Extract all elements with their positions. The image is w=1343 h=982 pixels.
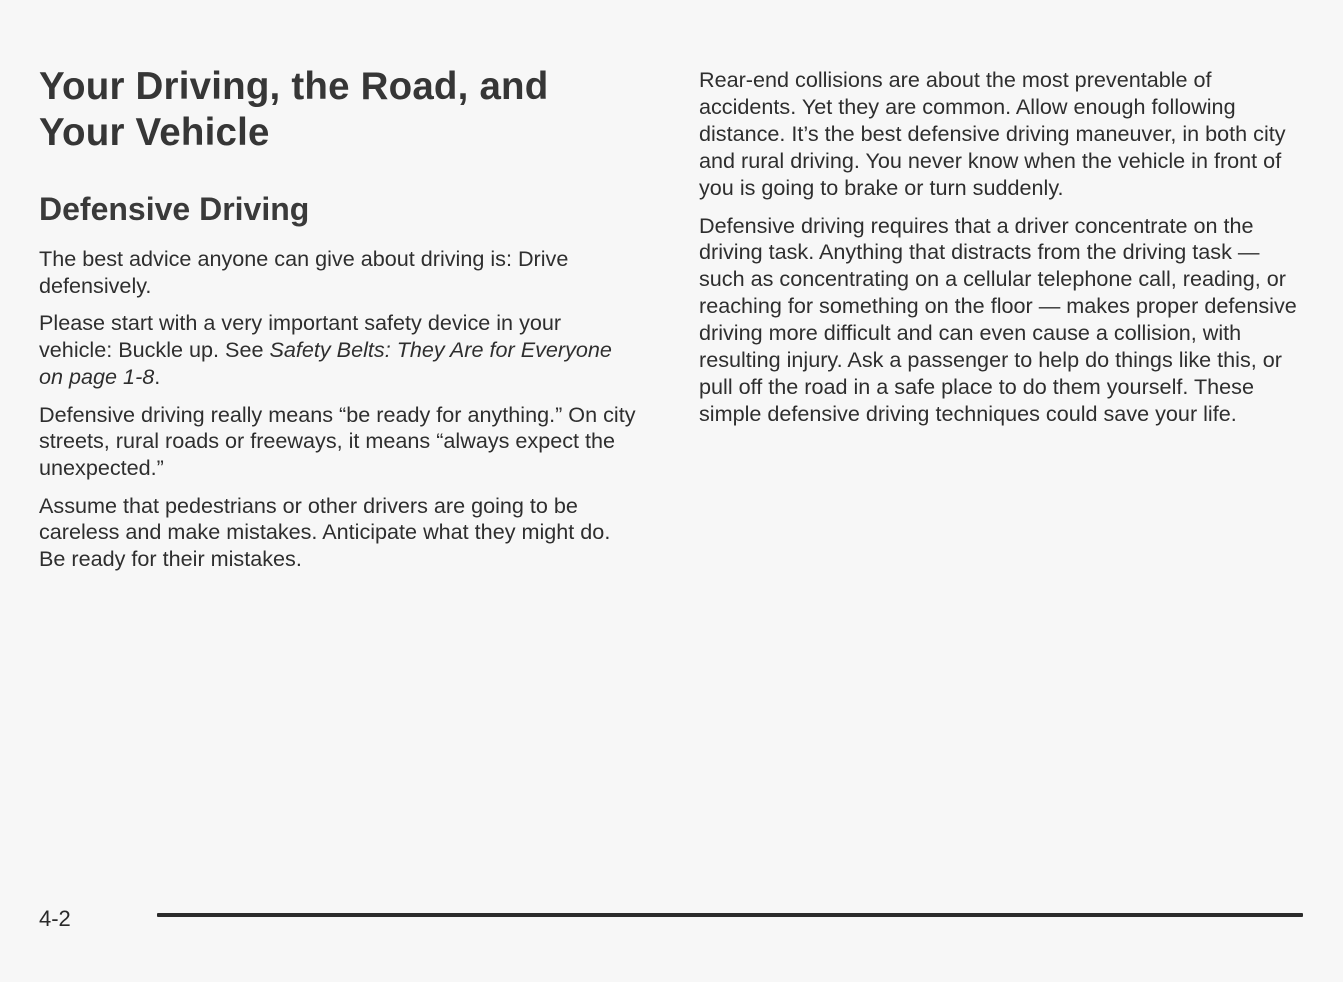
paragraph-buckle-up-end: . (154, 363, 161, 389)
paragraph-buckle-up (39, 310, 639, 390)
page-number: 4-2 (39, 906, 71, 931)
right-body (699, 67, 1305, 439)
footer-rule (157, 913, 1303, 917)
section-title: Defensive Driving (39, 191, 310, 227)
chapter-title-line2: Your Vehicle (39, 111, 270, 154)
chapter-title (39, 64, 659, 156)
paragraph-pedestrians: Assume that pedestrians or other drivers are going to be careless and make mistakes. Anticipate what they might do. Be ready for their mistakes. (39, 492, 611, 572)
paragraph-concentrate: Defensive driving requires that a driver concentrate on the driving task. Anything that distracts from the driving task — such as concentrating on a cellular telephone call, reading, or reaching for something on the floor — makes proper defensive driving more difficult and can even cause a collision, with resulting injury. Ask a passenger to help do things like this, or pull off the road in a safe place to do them yourself. These simple defensive driving techniques could save your life. (699, 212, 1297, 426)
safety-belts-reference[interactable]: Safety Belts: They Are for Everyone on page 1-8 (39, 337, 612, 389)
paragraph-buckle-up-text: Please start with a very important safety device in your vehicle: Buckle up. See (39, 310, 562, 363)
left-body (39, 246, 639, 584)
paragraph-rear-end-collisions: Rear-end collisions are about the most preventable of accidents. Yet they are common. Allow enough following distance. It’s the best defensive driving maneuver, in both city and rural driving. You never know when the vehicle in front of you is going to brake or turn suddenly. (699, 67, 1286, 200)
paragraph-be-ready: Defensive driving really means “be ready for anything.” On city streets, rural roads or freeways, it means “always expect the unexpected.” (39, 401, 636, 480)
paragraph-drive-defensively: The best advice anyone can give about driving is: Drive defensively. (39, 246, 569, 298)
chapter-title-line1: Your Driving, the Road, and (39, 65, 549, 108)
